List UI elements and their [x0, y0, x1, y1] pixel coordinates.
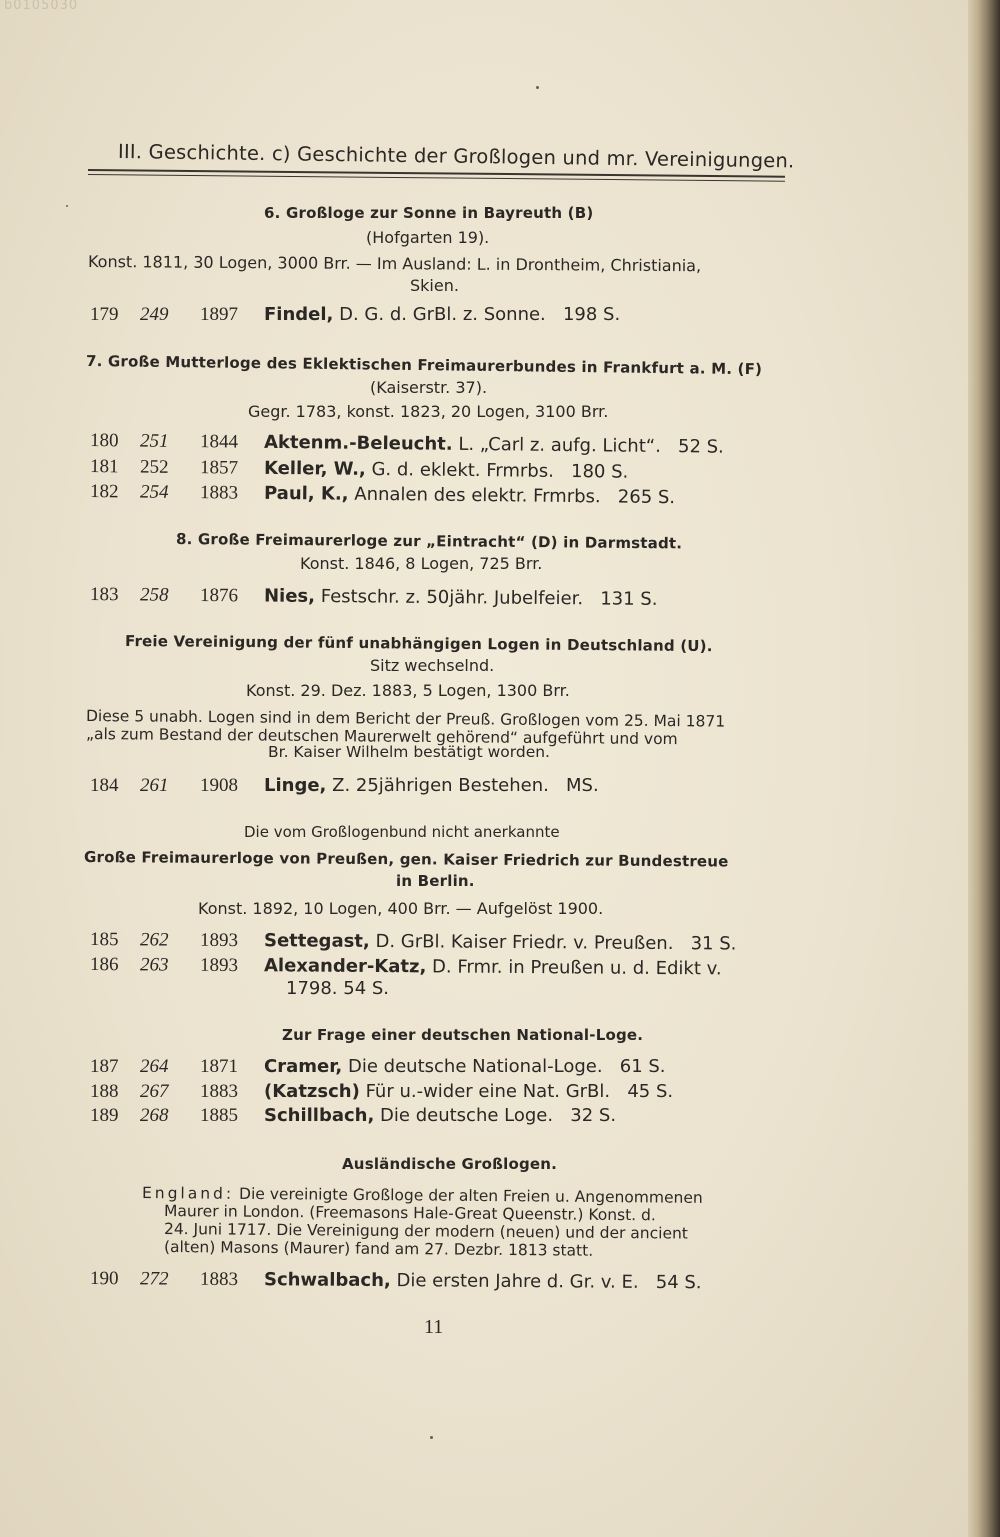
- freie-seat: Sitz wechselnd.: [370, 656, 495, 675]
- ausland-line-3: 24. Juni 1717. Die Vereinigung der modern (neuen) und der ancient: [163, 1220, 689, 1243]
- page-number: 11: [424, 1316, 444, 1338]
- section7-title: 7. Große Mutterloge des Eklektischen Freimaurerbundes in Frankfurt a. M. (F): [85, 352, 763, 379]
- entry-183: 183 258 1876 Nies, Festschr. z. 50jähr. Jubelfeier. 131 S.: [89, 584, 658, 610]
- freie-title: Freie Vereinigung der fünf unabhängigen Logen in Deutschland (U).: [124, 632, 713, 656]
- section8-info: Konst. 1846, 8 Logen, 725 Brr.: [300, 554, 543, 573]
- running-header: III. Geschichte. c) Geschichte der Großlogen und mr. Vereinigungen.: [117, 140, 795, 173]
- section7-info: Gegr. 1783, konst. 1823, 20 Logen, 3100 Brr.: [248, 402, 609, 421]
- section8-title: 8. Große Freimaurerloge zur „Eintracht“ (D) in Darmstadt.: [175, 530, 683, 553]
- section6-info: Konst. 1811, 30 Logen, 3000 Brr. — Im Ausland: L. in Drontheim, Christiania,: [87, 252, 702, 276]
- preussen-title-cont: in Berlin.: [396, 872, 475, 890]
- freie-note-3: Br. Kaiser Wilhelm bestätigt worden.: [268, 743, 550, 761]
- section6-title: 6. Großloge zur Sonne in Bayreuth (B): [264, 204, 594, 222]
- paper-speck: [536, 86, 539, 89]
- preussen-intro: Die vom Großlogenbund nicht anerkannte: [244, 823, 560, 841]
- entry-184: 184 261 1908 Linge, Z. 25jährigen Bestehen. MS.: [90, 775, 599, 796]
- entry-186-cont: 1798. 54 S.: [286, 978, 390, 999]
- preussen-title: Große Freimaurerloge von Preußen, gen. Kaiser Friedrich zur Bundestreue: [83, 848, 729, 871]
- entry-179: 179 249 1897 Findel, D. G. d. GrBl. z. Sonne. 198 S.: [90, 304, 621, 325]
- entry-190: 190 272 1883 Schwalbach, Die ersten Jahre d. Gr. v. E. 54 S.: [89, 1268, 702, 1294]
- ausland-text-1: Die vereinigte Großloge der alten Freien u. Angenommenen: [239, 1184, 703, 1207]
- section6-info-cont: Skien.: [410, 276, 459, 295]
- entry-186: 186 263 1893 Alexander-Katz, D. Frmr. in Preußen u. d. Edikt v.: [89, 954, 722, 980]
- entry-187: 187 264 1871 Cramer, Die deutsche National-Loge. 61 S.: [90, 1056, 666, 1077]
- entry-181: 181 252 1857 Keller, W., G. d. eklekt. Frmrbs. 180 S.: [89, 456, 629, 483]
- freie-info: Konst. 29. Dez. 1883, 5 Logen, 1300 Brr.: [246, 681, 570, 700]
- preussen-info: Konst. 1892, 10 Logen, 400 Brr. — Aufgelöst 1900.: [198, 899, 604, 918]
- section6-address: (Hofgarten 19).: [366, 228, 490, 247]
- ausland-country: England:: [141, 1184, 235, 1203]
- entry-189: 189 268 1885 Schillbach, Die deutsche Loge. 32 S.: [90, 1105, 617, 1126]
- page-edge-shadow: [968, 0, 1000, 1537]
- paper-speck: [66, 205, 68, 207]
- freie-note-1: Diese 5 unabh. Logen sind in dem Bericht der Preuß. Großlogen vom 25. Mai 1871: [85, 707, 726, 731]
- entry-185: 185 262 1893 Settegast, D. GrBl. Kaiser Friedr. v. Preußen. 31 S.: [89, 929, 737, 955]
- section7-address: (Kaiserstr. 37).: [370, 378, 488, 397]
- entry-188: 188 267 1883 (Katzsch) Für u.-wider eine Nat. GrBl. 45 S.: [90, 1081, 674, 1102]
- entry-180: 180 251 1844 Aktenm.-Beleucht. L. „Carl z. aufg. Licht“. 52 S.: [89, 430, 724, 458]
- scan-id: b0105030: [4, 0, 79, 13]
- ausland-line-2: Maurer in London. (Freemasons Hale-Great Queenstr.) Konst. d.: [163, 1202, 656, 1225]
- entry-182: 182 254 1883 Paul, K., Annalen des elektr. Frmrbs. 265 S.: [89, 481, 676, 509]
- ausland-line-4: (alten) Masons (Maurer) fand am 27. Dezbr. 1813 statt.: [163, 1238, 594, 1260]
- freie-note-2: „als zum Bestand der deutschen Maurerwelt gehörend“ aufgeführt und vom: [85, 725, 678, 749]
- national-title: Zur Frage einer deutschen National-Loge.: [282, 1026, 644, 1044]
- paper-speck: [430, 1436, 433, 1439]
- ausland-title: Ausländische Großlogen.: [342, 1155, 558, 1173]
